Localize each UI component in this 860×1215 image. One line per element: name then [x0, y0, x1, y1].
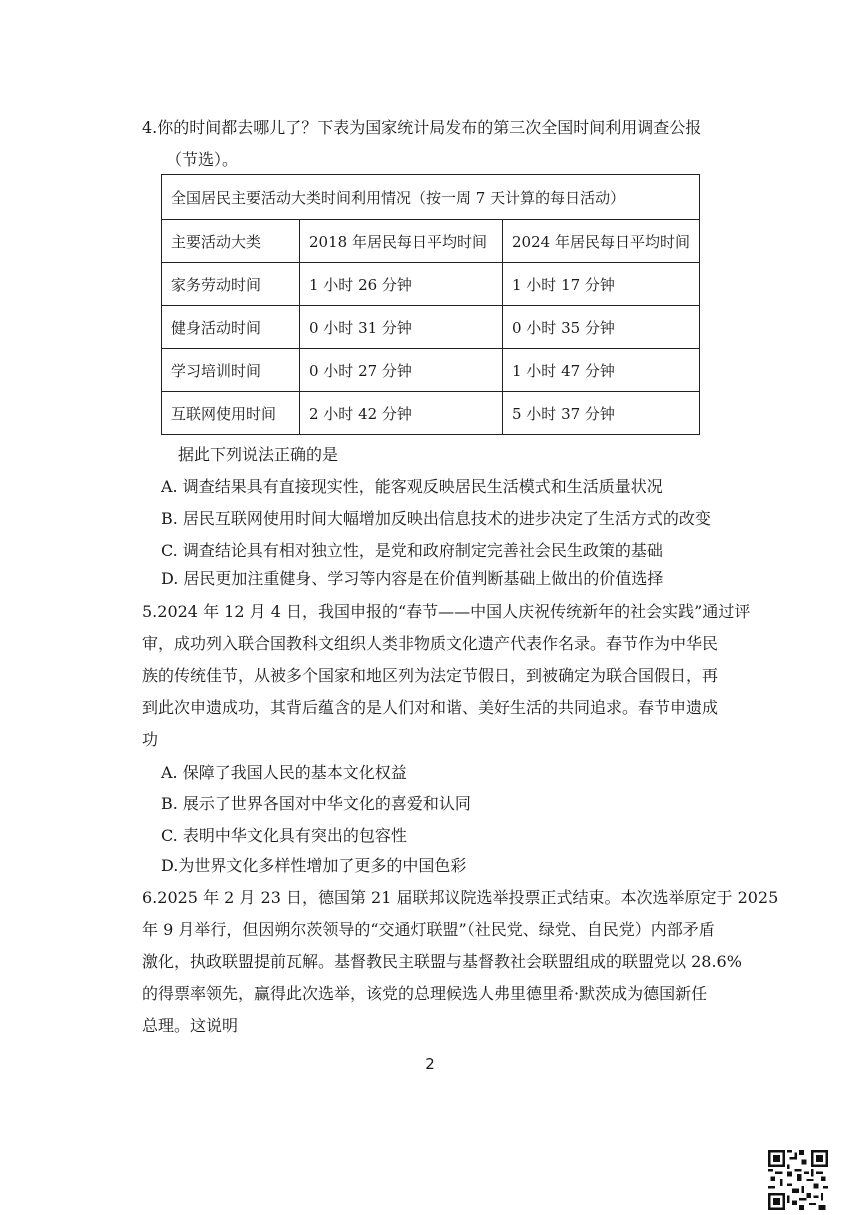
q4-option-b[interactable]: B. 居民互联网使用时间大幅增加反映出信息技术的进步决定了生活方式的改变 [161, 509, 711, 528]
table-cell: 2 小时 42 分钟 [300, 392, 503, 435]
q4-stem-line-2: （节选）。 [166, 150, 239, 169]
q5-option-b[interactable]: B. 展示了世界各国对中华文化的喜爱和认同 [161, 794, 471, 813]
q6-stem-line-5: 总理。这说明 [142, 1016, 239, 1035]
table-cell: 互联网使用时间 [162, 392, 300, 435]
table-cell: 0 小时 31 分钟 [300, 306, 503, 349]
q5-stem-line-3: 族的传统佳节，从被多个国家和地区列为法定节假日，到被确定为联合国假日，再 [142, 666, 719, 685]
table-cell: 5 小时 37 分钟 [503, 392, 700, 435]
page-number: 2 [425, 1055, 435, 1073]
qr-code-icon [768, 1150, 828, 1210]
q5-option-d[interactable]: D.为世界文化多样性增加了更多的中国色彩 [161, 856, 467, 875]
q6-stem-line-3: 激化，执政联盟提前瓦解。基督教民主联盟与基督教社会联盟组成的联盟党以 28.6% [142, 952, 742, 971]
table-cell: 0 小时 27 分钟 [300, 349, 503, 392]
q6-stem-line-2: 年 9 月举行，但因朔尔茨领导的“交通灯联盟”（社民党、绿党、自民党）内部矛盾 [142, 920, 715, 939]
table-cell: 健身活动时间 [162, 306, 300, 349]
q4-prompt: 据此下列说法正确的是 [178, 445, 339, 464]
q5-option-c[interactable]: C. 表明中华文化具有突出的包容性 [161, 826, 407, 845]
table-row [162, 392, 700, 435]
table-cell: 1 小时 47 分钟 [503, 349, 700, 392]
q4-stem-line-1: 4.你的时间都去哪儿了？下表为国家统计局发布的第三次全国时间利用调查公报 [142, 118, 702, 137]
q5-stem-line-4: 到此次申遗成功，其背后蕴含的是人们对和谐、美好生活的共同追求。春节申遗成 [142, 698, 719, 717]
table-header: 2024 年居民每日平均时间 [503, 220, 700, 263]
table-cell: 1 小时 17 分钟 [503, 263, 700, 306]
table-header: 2018 年居民每日平均时间 [300, 220, 503, 263]
q4-option-a[interactable]: A. 调查结果具有直接现实性，能客观反映居民生活模式和生活质量状况 [161, 477, 663, 496]
table-caption: 全国居民主要活动大类时间利用情况（按一周 7 天计算的每日活动） [162, 175, 700, 220]
table-row [162, 349, 700, 392]
table-cell: 0 小时 35 分钟 [503, 306, 700, 349]
q5-option-a[interactable]: A. 保障了我国人民的基本文化权益 [161, 763, 407, 782]
q5-stem-line-2: 审，成功列入联合国教科文组织人类非物质文化遗产代表作名录。春节作为中华民 [142, 634, 719, 653]
q6-stem-line-1: 6.2025 年 2 月 23 日，德国第 21 届联邦议院选举投票正式结束。本次选举原定于 2025 [142, 888, 779, 907]
table-cell: 1 小时 26 分钟 [300, 263, 503, 306]
q4-option-d[interactable]: D. 居民更加注重健身、学习等内容是在价值判断基础上做出的价值选择 [161, 569, 664, 588]
q5-stem-line-1: 5.2024 年 12 月 4 日，我国申报的“春节——中国人庆祝传统新年的社会实践”通过评 [142, 602, 751, 621]
table-row [162, 263, 700, 306]
q4-option-c[interactable]: C. 调查结论具有相对独立性，是党和政府制定完善社会民生政策的基础 [161, 541, 663, 560]
time-use-table [161, 174, 700, 435]
table-row [162, 306, 700, 349]
table-cell: 家务劳动时间 [162, 263, 300, 306]
table-cell: 学习培训时间 [162, 349, 300, 392]
q5-stem-line-5: 功 [142, 730, 159, 749]
table-header: 主要活动大类 [162, 220, 300, 263]
q6-stem-line-4: 的得票率领先，赢得此次选举，该党的总理候选人弗里德里希·默茨成为德国新任 [142, 984, 708, 1003]
table-header-row [162, 220, 700, 263]
